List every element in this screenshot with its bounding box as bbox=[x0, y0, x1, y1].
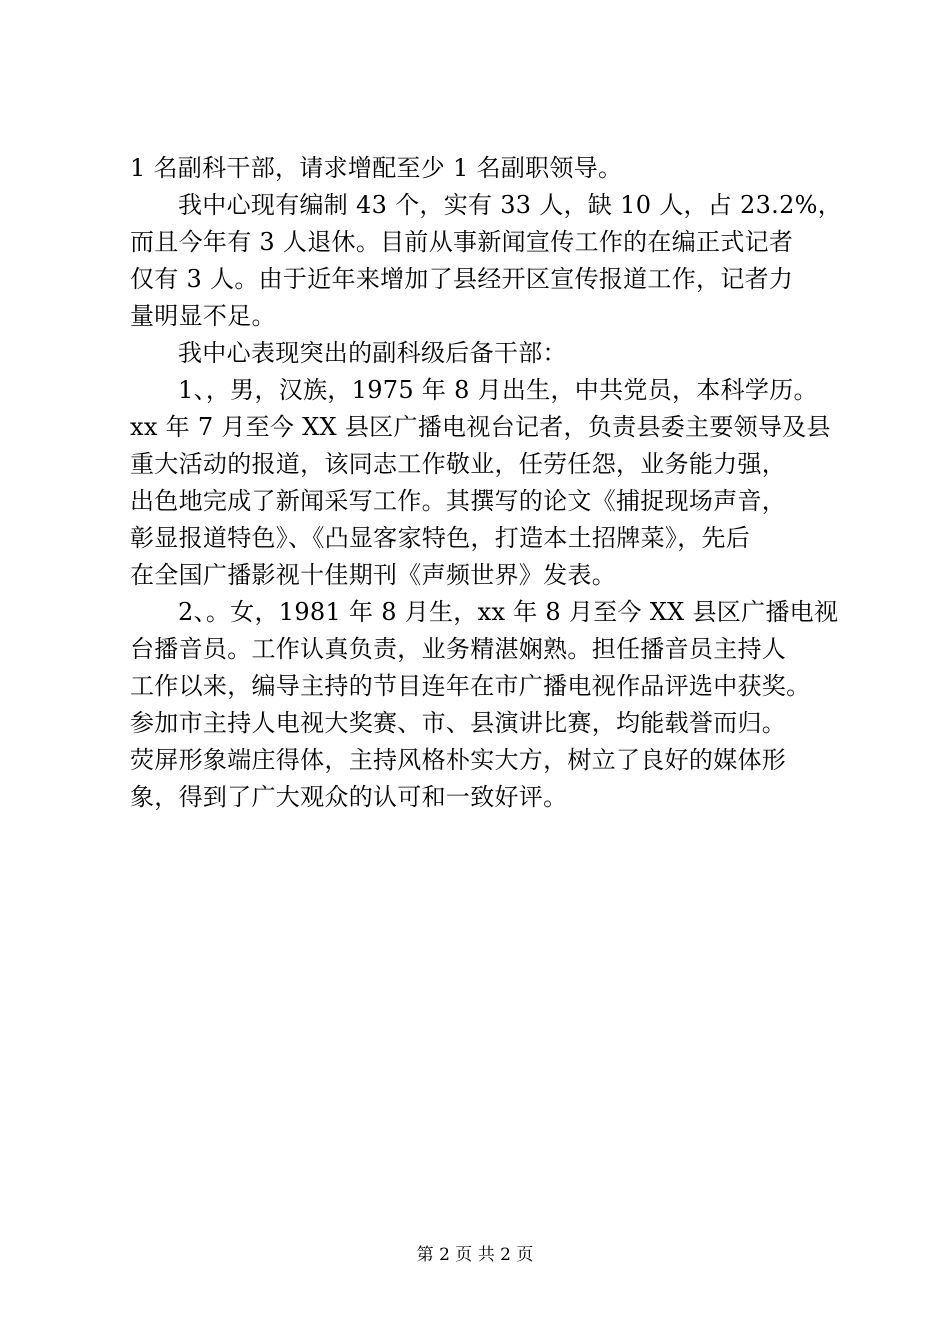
text-line: 我中心现有编制 43 个，实有 33 人，缺 10 人，占 23.2%， bbox=[178, 191, 843, 219]
document-body bbox=[130, 150, 843, 816]
text-line: 2、。女，1981 年 8 月生，xx 年 8 月至今 XX 县区广播电视 bbox=[178, 598, 839, 626]
text-line: 工作以来，编导主持的节目连年在市广播电视作品评选中获奖。 bbox=[130, 672, 811, 700]
text-line: 1、，男，汉族，1975 年 8 月出生，中共党员，本科学历。 bbox=[178, 376, 818, 404]
text-line: 彰显报道特色》、《凸显客家特色，打造本土招牌菜》，先后 bbox=[130, 524, 751, 552]
text-line: 荧屏形象端庄得体，主持风格朴实大方，树立了良好的媒体形 bbox=[130, 746, 787, 774]
text-line: 1 名副科干部，请求增配至少 1 名副职领导。 bbox=[130, 154, 623, 182]
text-line: 台播音员。工作认真负责，业务精湛娴熟。担任播音员主持人 bbox=[130, 635, 787, 663]
text-line: 而且今年有 3 人退休。目前从事新闻宣传工作的在编正式记者 bbox=[130, 228, 794, 256]
text-line: 参加市主持人电视大奖赛、市、县演讲比赛，均能载誉而归。 bbox=[130, 709, 787, 737]
text-line: 出色地完成了新闻采写工作。其撰写的论文《捕捉现场声音， bbox=[130, 487, 787, 515]
page-footer: 第 2 页 共 2 页 bbox=[416, 1245, 534, 1265]
text-line: 我中心表现突出的副科级后备干部： bbox=[178, 339, 567, 367]
text-line: 仅有 3 人。由于近年来增加了县经开区宣传报道工作，记者力 bbox=[130, 265, 794, 293]
text-line: 象，得到了广大观众的认可和一致好评。 bbox=[130, 783, 568, 811]
text-line: xx 年 7 月至今 XX 县区广播电视台记者，负责县委主要领导及县 bbox=[130, 413, 831, 441]
text-line: 重大活动的报道，该同志工作敬业，任劳任怨，业务能力强， bbox=[130, 450, 787, 478]
text-line: 量明显不足。 bbox=[130, 302, 276, 330]
text-line: 在全国广播影视十佳期刊《声频世界》发表。 bbox=[130, 561, 616, 589]
